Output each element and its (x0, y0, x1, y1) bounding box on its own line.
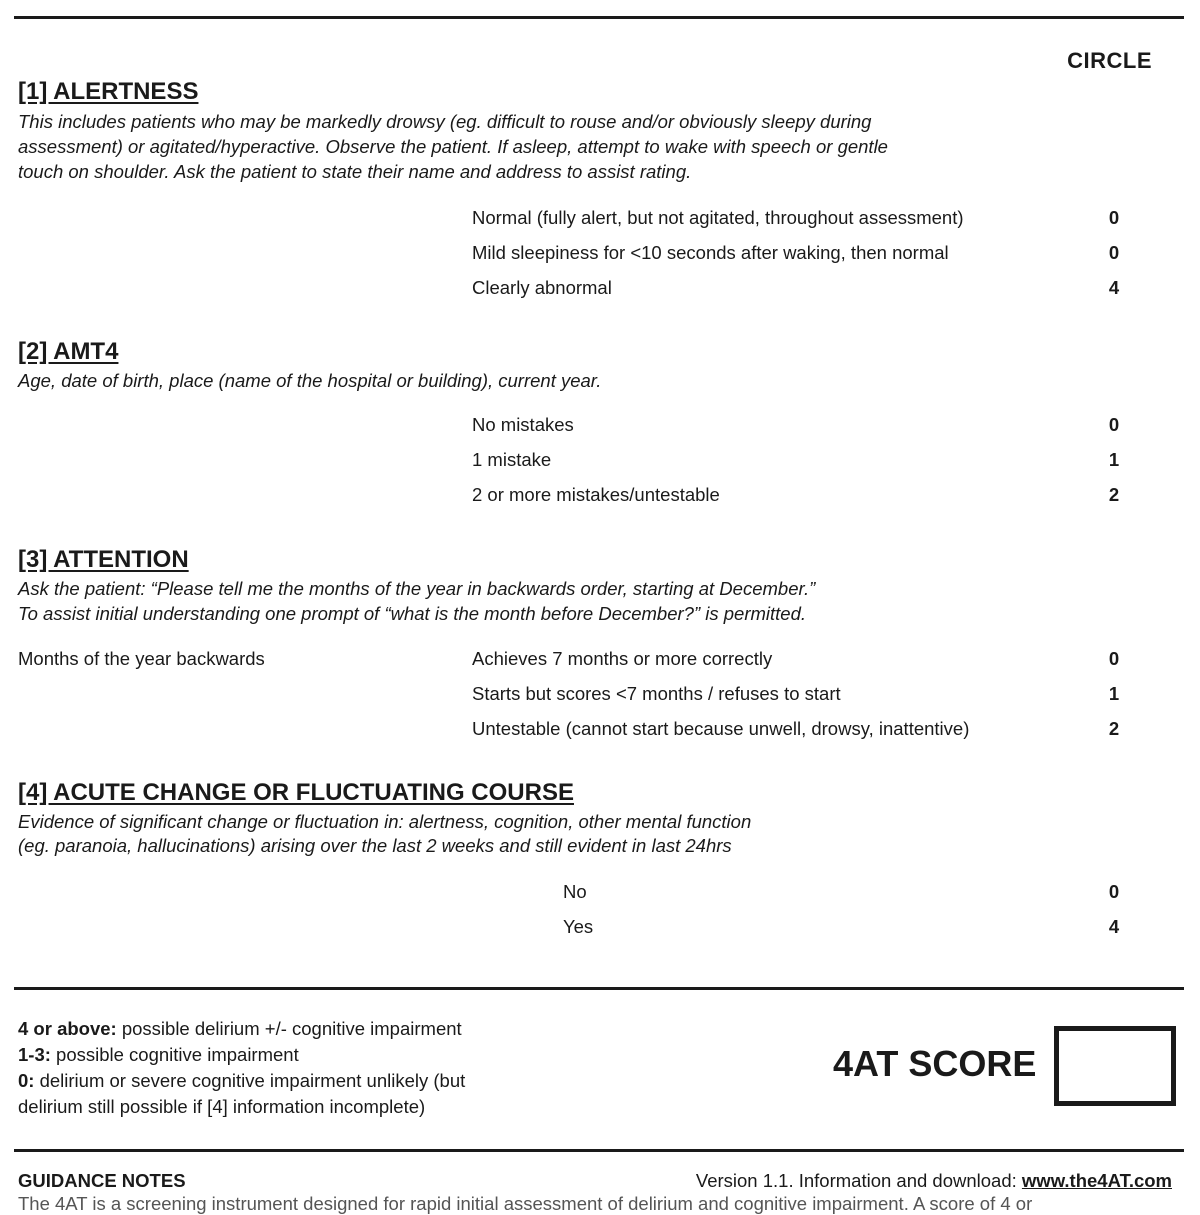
option-score[interactable]: 0 (1108, 414, 1120, 435)
option-label: Starts but scores <7 months / refuses to start (472, 683, 841, 704)
score-section-rule (14, 987, 1184, 990)
option-label: Clearly abnormal (472, 277, 612, 298)
option-score[interactable]: 2 (1108, 484, 1120, 505)
section-description-acute-change-line2: (eg. paranoia, hallucinations) arising over the last 2 weeks and still evident in last 24hrs (18, 835, 732, 856)
footer-rule (14, 1149, 1184, 1152)
option-label: 2 or more mistakes/untestable (472, 484, 720, 505)
option-label: Untestable (cannot start because unwell, drowsy, inattentive) (472, 718, 970, 739)
guidance-notes-text: The 4AT is a screening instrument designed for rapid initial assessment of delirium and cognitive impairment. A score of 4 or (18, 1193, 1033, 1214)
section-description-attention-line2: To assist initial understanding one prompt of “what is the month before December?” is permitted. (18, 603, 807, 624)
option-score[interactable]: 0 (1108, 881, 1120, 902)
top-rule (14, 16, 1184, 19)
4at-score-label: 4AT SCORE (833, 1043, 1037, 1084)
section-description-alertness: This includes patients who may be markedly drowsy (eg. difficult to rouse and/or obviously sleepy during assessment) or agitated/hyperactive. Observe the patient. If asleep, attempt to wake with speech or gentle touch on shoulder. Ask the patient to state their name and address to assist rating. (18, 111, 888, 182)
attention-row-label: Months of the year backwards (18, 648, 265, 669)
interpretation-line-mid: 1-3: possible cognitive impairment (18, 1044, 299, 1065)
option-label: No mistakes (472, 414, 574, 435)
circle-column-header: CIRCLE (1067, 48, 1152, 73)
section-title-alertness: [1] ALERTNESS (18, 78, 199, 105)
option-score[interactable]: 1 (1108, 683, 1120, 704)
option-score[interactable]: 2 (1108, 718, 1120, 739)
option-score[interactable]: 0 (1108, 648, 1120, 669)
option-score[interactable]: 0 (1108, 242, 1120, 263)
section-description-attention-line1: Ask the patient: “Please tell me the months of the year in backwards order, starting at December.” (18, 578, 816, 599)
section-title-attention: [3] ATTENTION (18, 546, 189, 573)
interpretation-line-zero: 0: delirium or severe cognitive impairment unlikely (but delirium still possible if [4] information incomplete) (18, 1070, 466, 1117)
option-label: Normal (fully alert, but not agitated, throughout assessment) (472, 207, 964, 228)
section-description-acute-change-line1: Evidence of significant change or fluctuation in: alertness, cognition, other mental function (18, 811, 752, 832)
section-description-amt4: Age, date of birth, place (name of the hospital or building), current year. (18, 370, 602, 391)
section-title-acute-change: [4] ACUTE CHANGE OR FLUCTUATING COURSE (18, 779, 574, 806)
option-label: Mild sleepiness for <10 seconds after waking, then normal (472, 242, 949, 263)
option-score[interactable]: 4 (1108, 277, 1120, 298)
option-score[interactable]: 1 (1108, 449, 1120, 470)
section-title-amt4: [2] AMT4 (18, 338, 119, 365)
option-score[interactable]: 0 (1108, 207, 1120, 228)
option-score[interactable]: 4 (1108, 916, 1120, 937)
version-text: Version 1.1. Information and download: (695, 1170, 1022, 1191)
interpretation-line-high: 4 or above: possible delirium +/- cognitive impairment (18, 1018, 462, 1039)
option-label: Yes (563, 916, 594, 937)
option-label: Achieves 7 months or more correctly (472, 648, 773, 669)
option-label: No (563, 881, 587, 902)
option-label: 1 mistake (472, 449, 552, 470)
website-link[interactable]: www.the4AT.com (1021, 1170, 1172, 1191)
score-interpretation (18, 1016, 518, 1120)
4at-score-box[interactable] (1054, 1026, 1176, 1106)
version-info (696, 1170, 1172, 1192)
guidance-notes-title: GUIDANCE NOTES (18, 1170, 186, 1191)
